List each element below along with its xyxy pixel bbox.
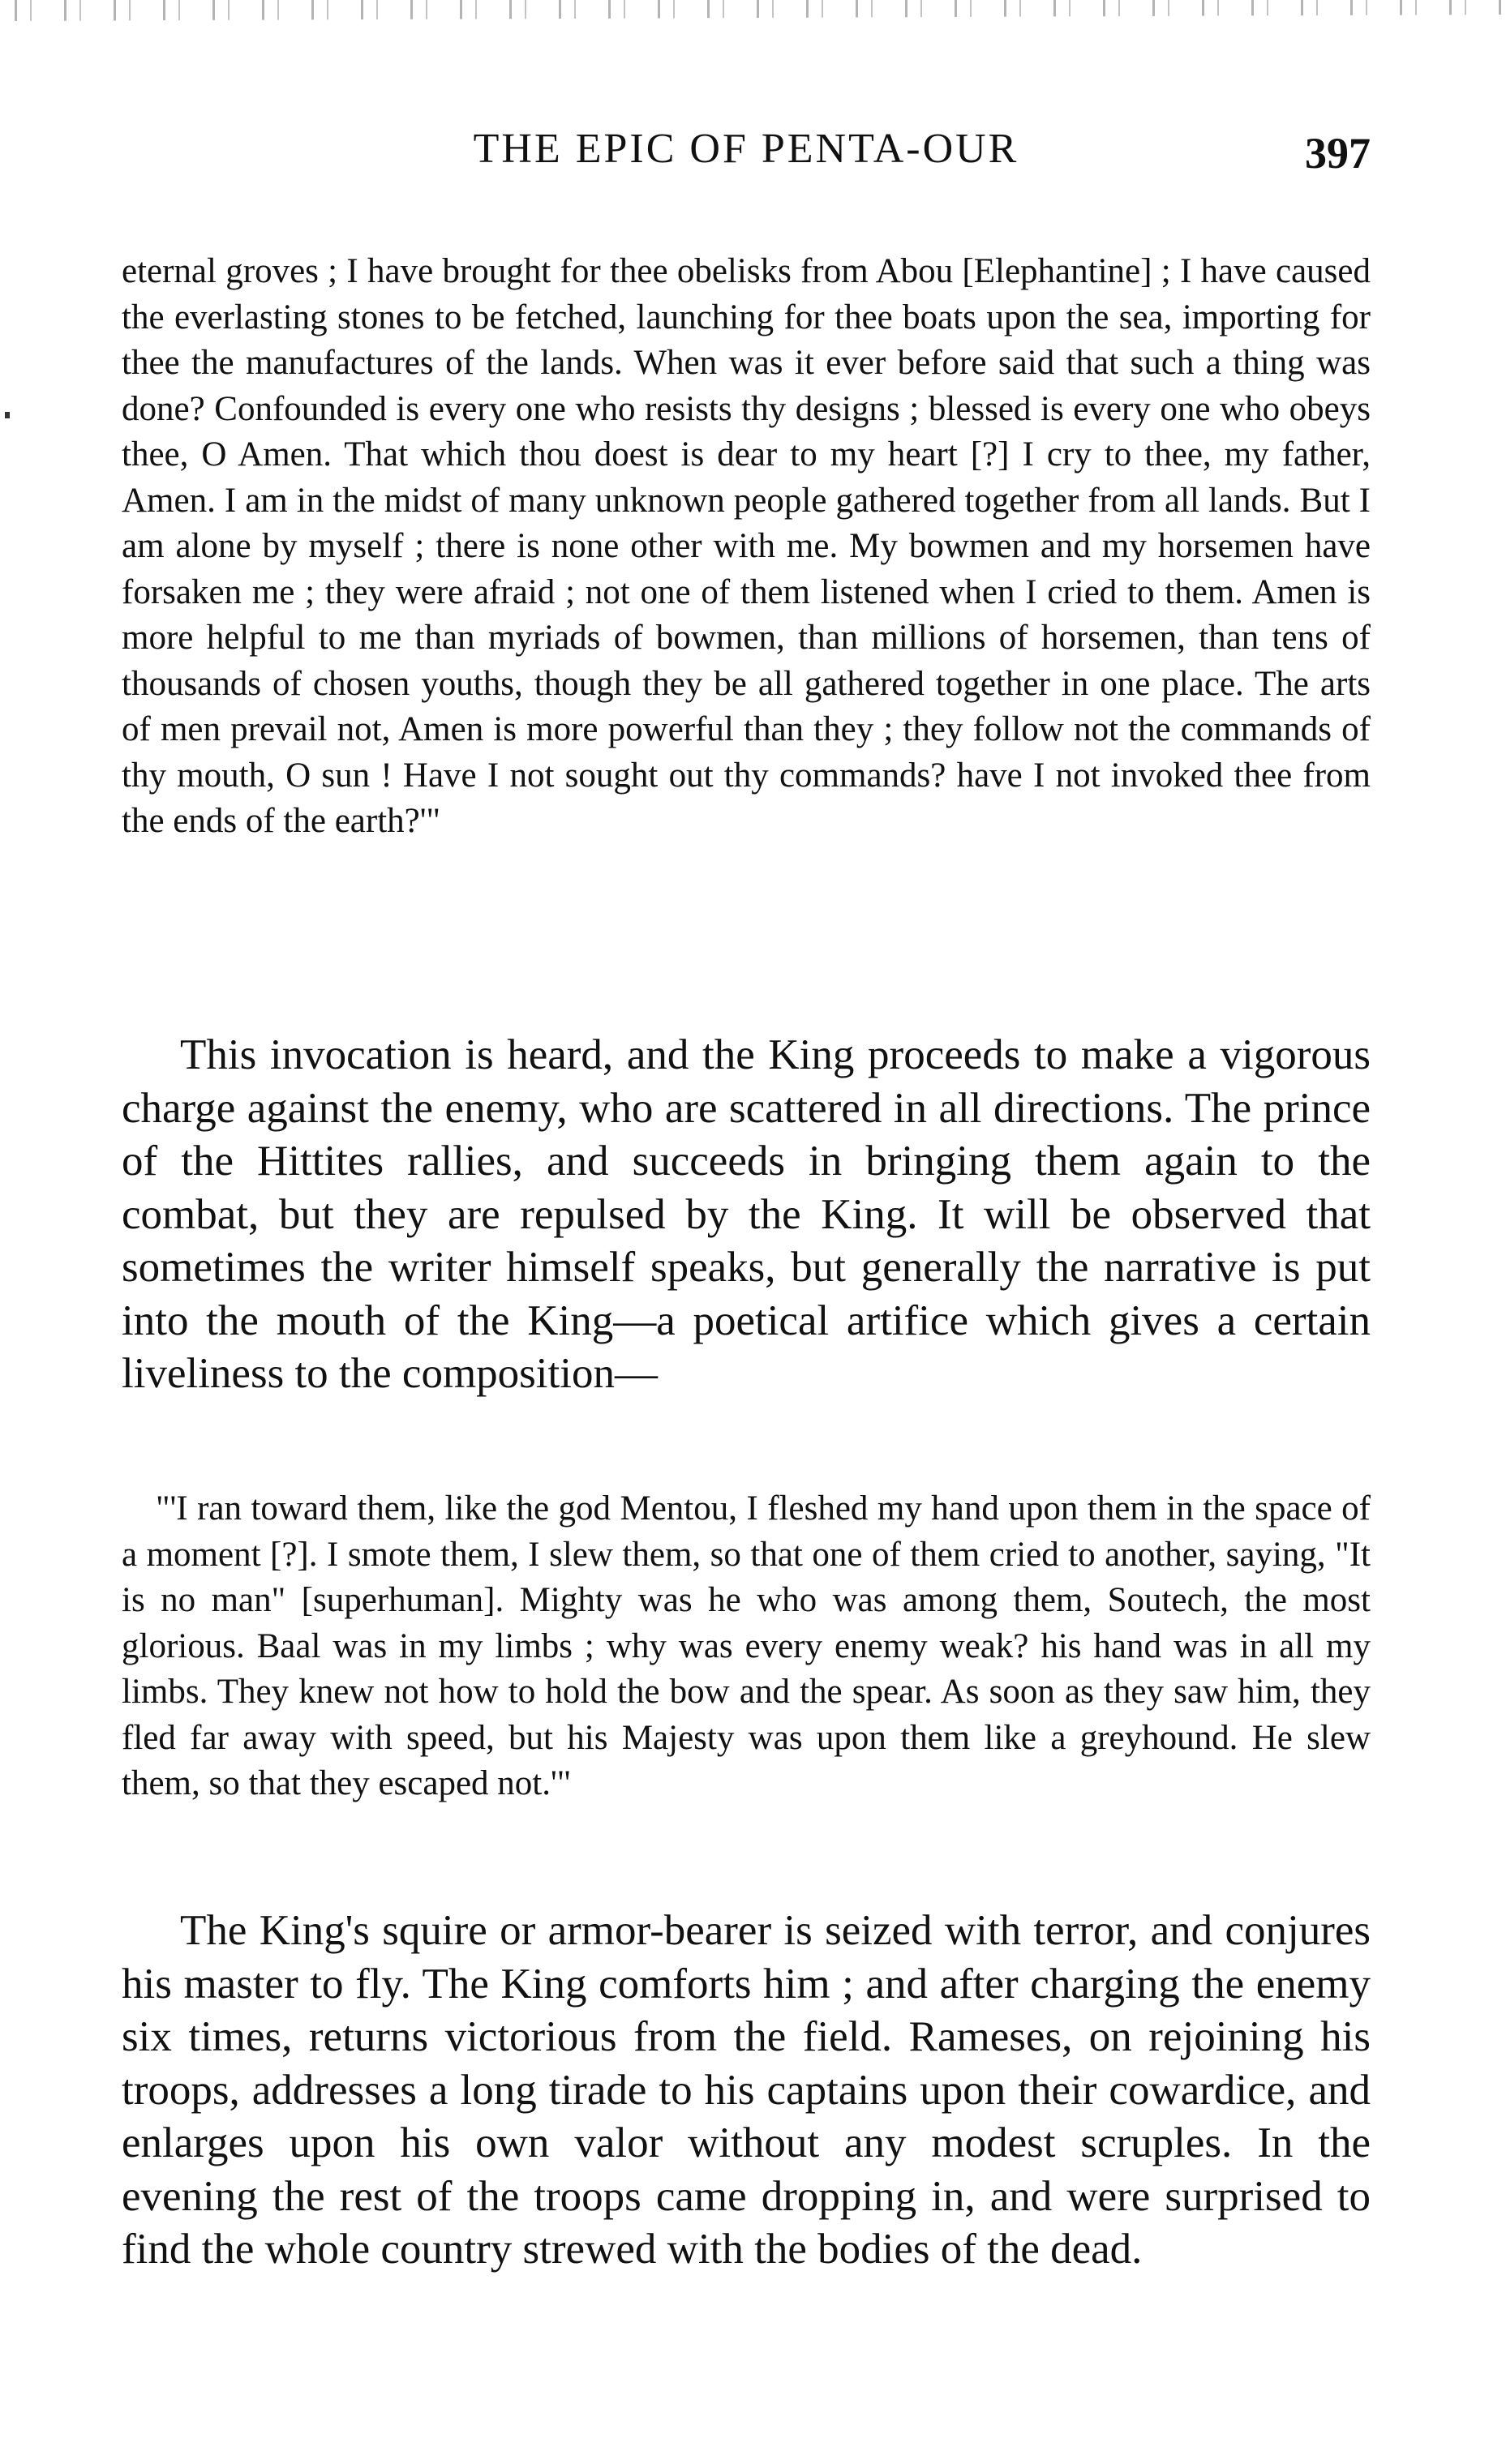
running-head (122, 122, 1371, 178)
running-title: THE EPIC OF PENTA-OUR (473, 126, 1019, 172)
body-paragraph-squire: The King's squire or armor-bearer is seized with terror, and conjures his master to fly. The King comforts him ; and after charging the enemy six times, returns victorious from the field. Rameses, on rejoining his troops, addresses a long tirade to his captains upon their cowardice, and enlarges upon his own valor without any modest scruples. In the evening the rest of the troops came dropping in, and were surprised to find the whole country strewed with the bodies of the dead. (122, 1907, 1371, 2273)
body-paragraph-invocation-heard: This invocation is heard, and the King proceeds to make a vigorous charge against the enemy, who are scattered in all directions. The prince of the Hittites rallies, and succeeds in bringing them again to the combat, but they are repulsed by the King. It will be observed that sometimes the writer himself speaks, but generally the narrative is put into the mouth of the King—a poetical artifice which gives a certain liveliness to the composition— (122, 1031, 1371, 1397)
scan-edge-artifact (0, 0, 1506, 32)
quoted-extract-battle: "'I ran toward them, like the god Mentou, I fleshed my hand upon them in the space of a moment [?]. I smote them, I slew them, so that one of them cried to another, saying, "It is no man" [superhuman]. Mighty was he who was among them, Soutech, the most glorious. Baal was in my limbs ; why was every enemy weak? his hand was in all my limbs. They knew not how to hold the bow and the spear. As soon as they saw him, they fled far away with speed, but his Majesty was upon them like a greyhound. He slew them, so that they escaped not.'" (122, 1489, 1371, 1802)
quoted-extract-invocation: eternal groves ; I have brought for thee obelisks from Abou [Elephantine] ; I have caused the everlasting stones to be fetched, launching for thee boats upon the sea, importing for thee the manufactures of the lands. When was it ever before said that such a thing was done? Confounded is every one who resists thy designs ; blessed is every one who obeys thee, O Amen. That which thou doest is dear to my heart [?] I cry to thee, my father, Amen. I am in the midst of many unknown people gathered together from all lands. But I am alone by myself ; there is none other with me. My bowmen and my horsemen have forsaken me ; they were afraid ; not one of them listened when I cried to them. Amen is more helpful to me than myriads of bowmen, than millions of horsemen, than tens of thousands of chosen youths, though they be all gathered together in one place. The arts of men prevail not, Amen is more powerful than they ; they follow not the commands of thy mouth, O sun ! Have I not sought out thy commands? have I not invoked thee from the ends of the earth?'" (122, 252, 1371, 840)
margin-speck (5, 412, 10, 418)
page-number: 397 (1305, 129, 1371, 178)
